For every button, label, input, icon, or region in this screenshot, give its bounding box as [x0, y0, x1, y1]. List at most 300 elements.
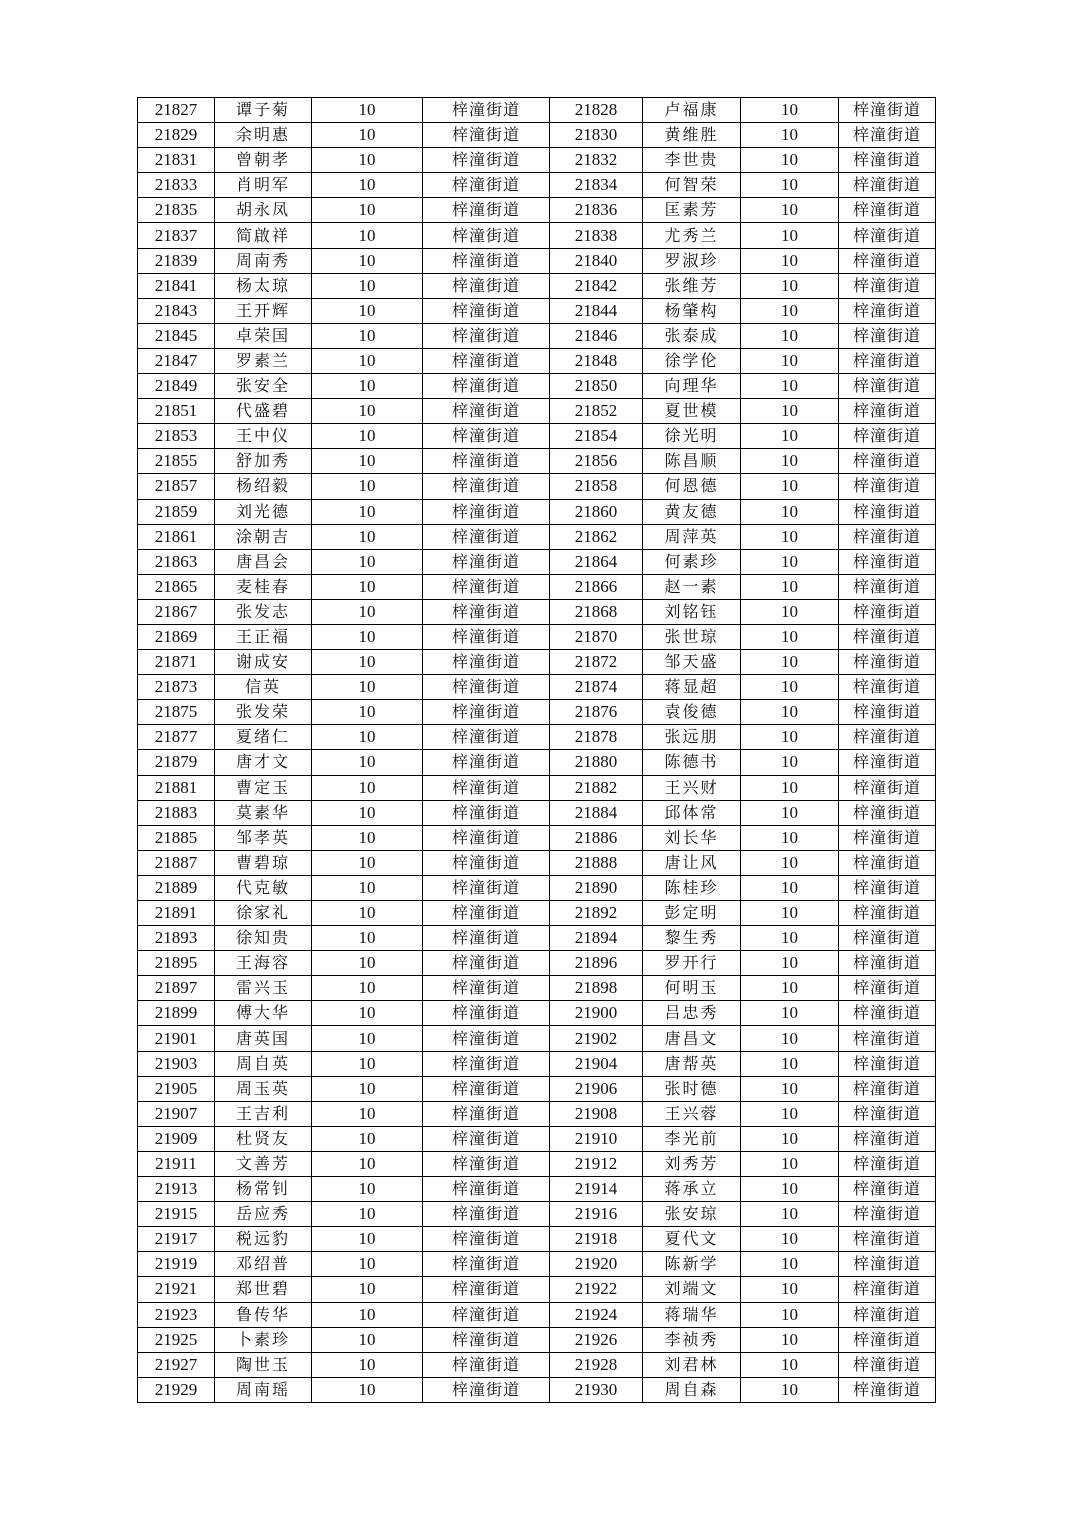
record-amount: 10 [741, 1327, 839, 1352]
record-id: 21837 [138, 223, 215, 248]
record-street: 梓潼街道 [423, 424, 550, 449]
table-row [138, 1352, 936, 1377]
table-row [138, 976, 936, 1001]
record-id: 21926 [550, 1327, 643, 1352]
table-row [138, 248, 936, 273]
record-amount: 10 [312, 1177, 423, 1202]
record-amount: 10 [312, 474, 423, 499]
record-street: 梓潼街道 [839, 1202, 936, 1227]
record-id: 21877 [138, 725, 215, 750]
record-street: 梓潼街道 [423, 223, 550, 248]
table-row [138, 173, 936, 198]
record-id: 21875 [138, 700, 215, 725]
table-row [138, 374, 936, 399]
record-id: 21903 [138, 1051, 215, 1076]
record-street: 梓潼街道 [839, 1377, 936, 1402]
record-amount: 10 [741, 524, 839, 549]
record-street: 梓潼街道 [423, 1302, 550, 1327]
record-street: 梓潼街道 [839, 1327, 936, 1352]
record-street: 梓潼街道 [839, 1302, 936, 1327]
record-name: 周自森 [643, 1377, 741, 1402]
record-id: 21888 [550, 850, 643, 875]
record-id: 21925 [138, 1327, 215, 1352]
record-name: 何素珍 [643, 549, 741, 574]
record-amount: 10 [312, 148, 423, 173]
table-row [138, 650, 936, 675]
record-name: 谭子菊 [215, 98, 312, 123]
record-amount: 10 [741, 750, 839, 775]
record-street: 梓潼街道 [423, 499, 550, 524]
record-name: 罗开行 [643, 951, 741, 976]
record-street: 梓潼街道 [839, 449, 936, 474]
record-name: 罗淑珍 [643, 248, 741, 273]
record-amount: 10 [312, 599, 423, 624]
record-name: 卜素珍 [215, 1327, 312, 1352]
record-id: 21850 [550, 374, 643, 399]
table-row [138, 1177, 936, 1202]
record-amount: 10 [312, 1352, 423, 1377]
record-amount: 10 [312, 1026, 423, 1051]
record-amount: 10 [312, 1302, 423, 1327]
record-id: 21929 [138, 1377, 215, 1402]
record-id: 21907 [138, 1101, 215, 1126]
record-id: 21912 [550, 1151, 643, 1176]
record-street: 梓潼街道 [423, 1126, 550, 1151]
record-amount: 10 [312, 1327, 423, 1352]
record-amount: 10 [312, 1277, 423, 1302]
record-amount: 10 [312, 725, 423, 750]
record-name: 郑世碧 [215, 1277, 312, 1302]
record-name: 代克敏 [215, 875, 312, 900]
record-amount: 10 [741, 675, 839, 700]
record-amount: 10 [741, 800, 839, 825]
record-street: 梓潼街道 [423, 148, 550, 173]
record-name: 信英 [215, 675, 312, 700]
record-name: 张发志 [215, 599, 312, 624]
record-name: 张远朋 [643, 725, 741, 750]
record-amount: 10 [741, 1101, 839, 1126]
record-name: 匡素芳 [643, 198, 741, 223]
record-name: 曹碧琼 [215, 850, 312, 875]
record-amount: 10 [741, 1026, 839, 1051]
record-id: 21910 [550, 1126, 643, 1151]
table-row [138, 825, 936, 850]
record-name: 罗素兰 [215, 348, 312, 373]
record-amount: 10 [312, 374, 423, 399]
record-id: 21908 [550, 1101, 643, 1126]
table-row [138, 223, 936, 248]
record-name: 张安全 [215, 374, 312, 399]
record-id: 21898 [550, 976, 643, 1001]
table-row [138, 1227, 936, 1252]
record-name: 蒋瑞华 [643, 1302, 741, 1327]
record-name: 黄友德 [643, 499, 741, 524]
record-street: 梓潼街道 [839, 223, 936, 248]
record-street: 梓潼街道 [423, 1352, 550, 1377]
record-name: 唐英国 [215, 1026, 312, 1051]
table-row [138, 474, 936, 499]
record-id: 21902 [550, 1026, 643, 1051]
record-id: 21897 [138, 976, 215, 1001]
record-name: 刘君林 [643, 1352, 741, 1377]
record-name: 杨常钊 [215, 1177, 312, 1202]
record-id: 21930 [550, 1377, 643, 1402]
record-name: 黄维胜 [643, 123, 741, 148]
record-name: 余明惠 [215, 123, 312, 148]
record-name: 王中仪 [215, 424, 312, 449]
record-street: 梓潼街道 [839, 323, 936, 348]
record-amount: 10 [741, 901, 839, 926]
record-name: 夏代文 [643, 1227, 741, 1252]
record-id: 21914 [550, 1177, 643, 1202]
record-name: 周玉英 [215, 1076, 312, 1101]
record-amount: 10 [312, 223, 423, 248]
record-id: 21874 [550, 675, 643, 700]
record-street: 梓潼街道 [423, 1377, 550, 1402]
record-id: 21917 [138, 1227, 215, 1252]
record-id: 21906 [550, 1076, 643, 1101]
record-name: 杨肇构 [643, 298, 741, 323]
record-id: 21915 [138, 1202, 215, 1227]
record-name: 袁俊德 [643, 700, 741, 725]
table-row [138, 123, 936, 148]
record-id: 21878 [550, 725, 643, 750]
table-row [138, 1051, 936, 1076]
record-street: 梓潼街道 [423, 123, 550, 148]
record-name: 张世琼 [643, 624, 741, 649]
record-name: 王正福 [215, 624, 312, 649]
record-id: 21839 [138, 248, 215, 273]
record-street: 梓潼街道 [423, 549, 550, 574]
table-row [138, 549, 936, 574]
record-name: 陈德书 [643, 750, 741, 775]
record-name: 唐才文 [215, 750, 312, 775]
record-street: 梓潼街道 [839, 1101, 936, 1126]
record-name: 周自英 [215, 1051, 312, 1076]
record-name: 岳应秀 [215, 1202, 312, 1227]
record-name: 徐知贵 [215, 926, 312, 951]
record-id: 21859 [138, 499, 215, 524]
record-street: 梓潼街道 [423, 1076, 550, 1101]
record-street: 梓潼街道 [839, 976, 936, 1001]
record-id: 21868 [550, 599, 643, 624]
record-street: 梓潼街道 [423, 599, 550, 624]
record-name: 唐昌会 [215, 549, 312, 574]
table-row [138, 298, 936, 323]
record-amount: 10 [741, 549, 839, 574]
record-id: 21890 [550, 875, 643, 900]
record-name: 唐昌文 [643, 1026, 741, 1051]
record-name: 胡永凤 [215, 198, 312, 223]
table-row [138, 1026, 936, 1051]
record-street: 梓潼街道 [423, 449, 550, 474]
table-row [138, 700, 936, 725]
record-street: 梓潼街道 [423, 474, 550, 499]
record-street: 梓潼街道 [839, 524, 936, 549]
table-row [138, 499, 936, 524]
record-id: 21858 [550, 474, 643, 499]
table-row [138, 775, 936, 800]
table-row [138, 148, 936, 173]
table-row [138, 273, 936, 298]
table-row [138, 1252, 936, 1277]
record-street: 梓潼街道 [839, 1051, 936, 1076]
record-name: 雷兴玉 [215, 976, 312, 1001]
record-name: 周南瑶 [215, 1377, 312, 1402]
record-amount: 10 [741, 173, 839, 198]
record-street: 梓潼街道 [423, 700, 550, 725]
record-id: 21853 [138, 424, 215, 449]
record-street: 梓潼街道 [423, 725, 550, 750]
record-amount: 10 [312, 650, 423, 675]
records-table [137, 97, 936, 1403]
record-amount: 10 [741, 298, 839, 323]
record-street: 梓潼街道 [423, 650, 550, 675]
record-street: 梓潼街道 [839, 875, 936, 900]
record-id: 21921 [138, 1277, 215, 1302]
record-id: 21861 [138, 524, 215, 549]
record-id: 21854 [550, 424, 643, 449]
record-name: 蒋显超 [643, 675, 741, 700]
record-id: 21862 [550, 524, 643, 549]
record-id: 21856 [550, 449, 643, 474]
record-amount: 10 [741, 1051, 839, 1076]
record-street: 梓潼街道 [839, 951, 936, 976]
record-amount: 10 [741, 374, 839, 399]
record-name: 刘端文 [643, 1277, 741, 1302]
record-id: 21857 [138, 474, 215, 499]
record-id: 21913 [138, 1177, 215, 1202]
record-amount: 10 [741, 951, 839, 976]
record-amount: 10 [312, 926, 423, 951]
record-amount: 10 [312, 1151, 423, 1176]
record-street: 梓潼街道 [839, 1352, 936, 1377]
record-name: 陈桂珍 [643, 875, 741, 900]
record-name: 徐家礼 [215, 901, 312, 926]
record-name: 陶世玉 [215, 1352, 312, 1377]
table-row [138, 348, 936, 373]
record-street: 梓潼街道 [423, 951, 550, 976]
record-name: 张维芳 [643, 273, 741, 298]
record-name: 赵一素 [643, 574, 741, 599]
record-id: 21842 [550, 273, 643, 298]
record-street: 梓潼街道 [423, 374, 550, 399]
table-row [138, 951, 936, 976]
record-id: 21855 [138, 449, 215, 474]
record-name: 邱体常 [643, 800, 741, 825]
table-row [138, 1302, 936, 1327]
record-street: 梓潼街道 [839, 1277, 936, 1302]
record-amount: 10 [741, 198, 839, 223]
table-row [138, 875, 936, 900]
record-name: 何恩德 [643, 474, 741, 499]
record-name: 尤秀兰 [643, 223, 741, 248]
record-amount: 10 [312, 850, 423, 875]
record-amount: 10 [312, 1202, 423, 1227]
record-amount: 10 [741, 148, 839, 173]
record-name: 傅大华 [215, 1001, 312, 1026]
record-id: 21924 [550, 1302, 643, 1327]
record-street: 梓潼街道 [839, 374, 936, 399]
table-row [138, 1277, 936, 1302]
table-row [138, 1001, 936, 1026]
record-street: 梓潼街道 [839, 1026, 936, 1051]
record-id: 21896 [550, 951, 643, 976]
record-amount: 10 [741, 875, 839, 900]
record-name: 邹孝英 [215, 825, 312, 850]
record-amount: 10 [741, 1001, 839, 1026]
record-id: 21872 [550, 650, 643, 675]
record-amount: 10 [312, 901, 423, 926]
record-amount: 10 [741, 248, 839, 273]
record-street: 梓潼街道 [839, 1252, 936, 1277]
record-amount: 10 [312, 1076, 423, 1101]
record-id: 21863 [138, 549, 215, 574]
record-name: 舒加秀 [215, 449, 312, 474]
record-id: 21865 [138, 574, 215, 599]
table-row [138, 323, 936, 348]
record-amount: 10 [741, 1076, 839, 1101]
record-id: 21895 [138, 951, 215, 976]
record-amount: 10 [312, 323, 423, 348]
record-id: 21832 [550, 148, 643, 173]
record-amount: 10 [741, 1151, 839, 1176]
record-name: 李世贵 [643, 148, 741, 173]
table-row [138, 1126, 936, 1151]
record-amount: 10 [741, 926, 839, 951]
record-id: 21871 [138, 650, 215, 675]
record-name: 杜贤友 [215, 1126, 312, 1151]
record-amount: 10 [312, 298, 423, 323]
record-id: 21879 [138, 750, 215, 775]
record-id: 21922 [550, 1277, 643, 1302]
table-row [138, 524, 936, 549]
record-name: 徐学伦 [643, 348, 741, 373]
record-street: 梓潼街道 [423, 273, 550, 298]
record-name: 王吉利 [215, 1101, 312, 1126]
table-row [138, 1377, 936, 1402]
record-amount: 10 [312, 1051, 423, 1076]
record-amount: 10 [312, 273, 423, 298]
record-street: 梓潼街道 [839, 775, 936, 800]
record-amount: 10 [312, 499, 423, 524]
record-name: 谢成安 [215, 650, 312, 675]
record-id: 21864 [550, 549, 643, 574]
record-amount: 10 [312, 1227, 423, 1252]
record-id: 21885 [138, 825, 215, 850]
record-id: 21869 [138, 624, 215, 649]
record-id: 21899 [138, 1001, 215, 1026]
record-street: 梓潼街道 [839, 348, 936, 373]
record-amount: 10 [741, 1277, 839, 1302]
record-name: 刘铭钰 [643, 599, 741, 624]
record-street: 梓潼街道 [423, 1227, 550, 1252]
record-id: 21860 [550, 499, 643, 524]
record-street: 梓潼街道 [839, 198, 936, 223]
record-street: 梓潼街道 [839, 173, 936, 198]
record-id: 21867 [138, 599, 215, 624]
record-street: 梓潼街道 [423, 750, 550, 775]
record-name: 王兴财 [643, 775, 741, 800]
table-row [138, 800, 936, 825]
record-street: 梓潼街道 [839, 273, 936, 298]
record-name: 王海容 [215, 951, 312, 976]
table-row [138, 399, 936, 424]
record-id: 21927 [138, 1352, 215, 1377]
record-street: 梓潼街道 [423, 1101, 550, 1126]
record-amount: 10 [312, 399, 423, 424]
record-amount: 10 [312, 1252, 423, 1277]
record-name: 陈昌顺 [643, 449, 741, 474]
record-name: 邓绍普 [215, 1252, 312, 1277]
table-row [138, 1101, 936, 1126]
record-street: 梓潼街道 [423, 1202, 550, 1227]
record-id: 21838 [550, 223, 643, 248]
record-street: 梓潼街道 [423, 624, 550, 649]
table-row [138, 98, 936, 123]
record-amount: 10 [312, 198, 423, 223]
record-id: 21870 [550, 624, 643, 649]
record-amount: 10 [741, 273, 839, 298]
table-row [138, 574, 936, 599]
record-id: 21889 [138, 875, 215, 900]
record-id: 21843 [138, 298, 215, 323]
record-street: 梓潼街道 [423, 1151, 550, 1176]
table-row [138, 1151, 936, 1176]
record-street: 梓潼街道 [423, 248, 550, 273]
record-street: 梓潼街道 [839, 148, 936, 173]
record-amount: 10 [741, 1177, 839, 1202]
record-amount: 10 [312, 98, 423, 123]
record-name: 蒋承立 [643, 1177, 741, 1202]
record-street: 梓潼街道 [839, 700, 936, 725]
record-street: 梓潼街道 [839, 750, 936, 775]
record-amount: 10 [312, 700, 423, 725]
table-row [138, 449, 936, 474]
record-name: 何智荣 [643, 173, 741, 198]
record-id: 21835 [138, 198, 215, 223]
record-id: 21901 [138, 1026, 215, 1051]
record-id: 21881 [138, 775, 215, 800]
record-id: 21894 [550, 926, 643, 951]
record-street: 梓潼街道 [423, 1051, 550, 1076]
record-id: 21891 [138, 901, 215, 926]
record-name: 莫素华 [215, 800, 312, 825]
record-street: 梓潼街道 [839, 850, 936, 875]
record-name: 黎生秀 [643, 926, 741, 951]
record-street: 梓潼街道 [423, 825, 550, 850]
record-name: 肖明军 [215, 173, 312, 198]
record-name: 刘秀芳 [643, 1151, 741, 1176]
record-id: 21828 [550, 98, 643, 123]
record-street: 梓潼街道 [839, 825, 936, 850]
record-amount: 10 [741, 700, 839, 725]
record-street: 梓潼街道 [839, 499, 936, 524]
record-amount: 10 [741, 1252, 839, 1277]
record-name: 刘长华 [643, 825, 741, 850]
record-amount: 10 [741, 399, 839, 424]
record-id: 21880 [550, 750, 643, 775]
record-name: 彭定明 [643, 901, 741, 926]
record-id: 21844 [550, 298, 643, 323]
record-id: 21884 [550, 800, 643, 825]
record-street: 梓潼街道 [839, 1227, 936, 1252]
record-amount: 10 [312, 348, 423, 373]
record-street: 梓潼街道 [839, 123, 936, 148]
record-id: 21909 [138, 1126, 215, 1151]
record-amount: 10 [741, 650, 839, 675]
table-row [138, 1327, 936, 1352]
